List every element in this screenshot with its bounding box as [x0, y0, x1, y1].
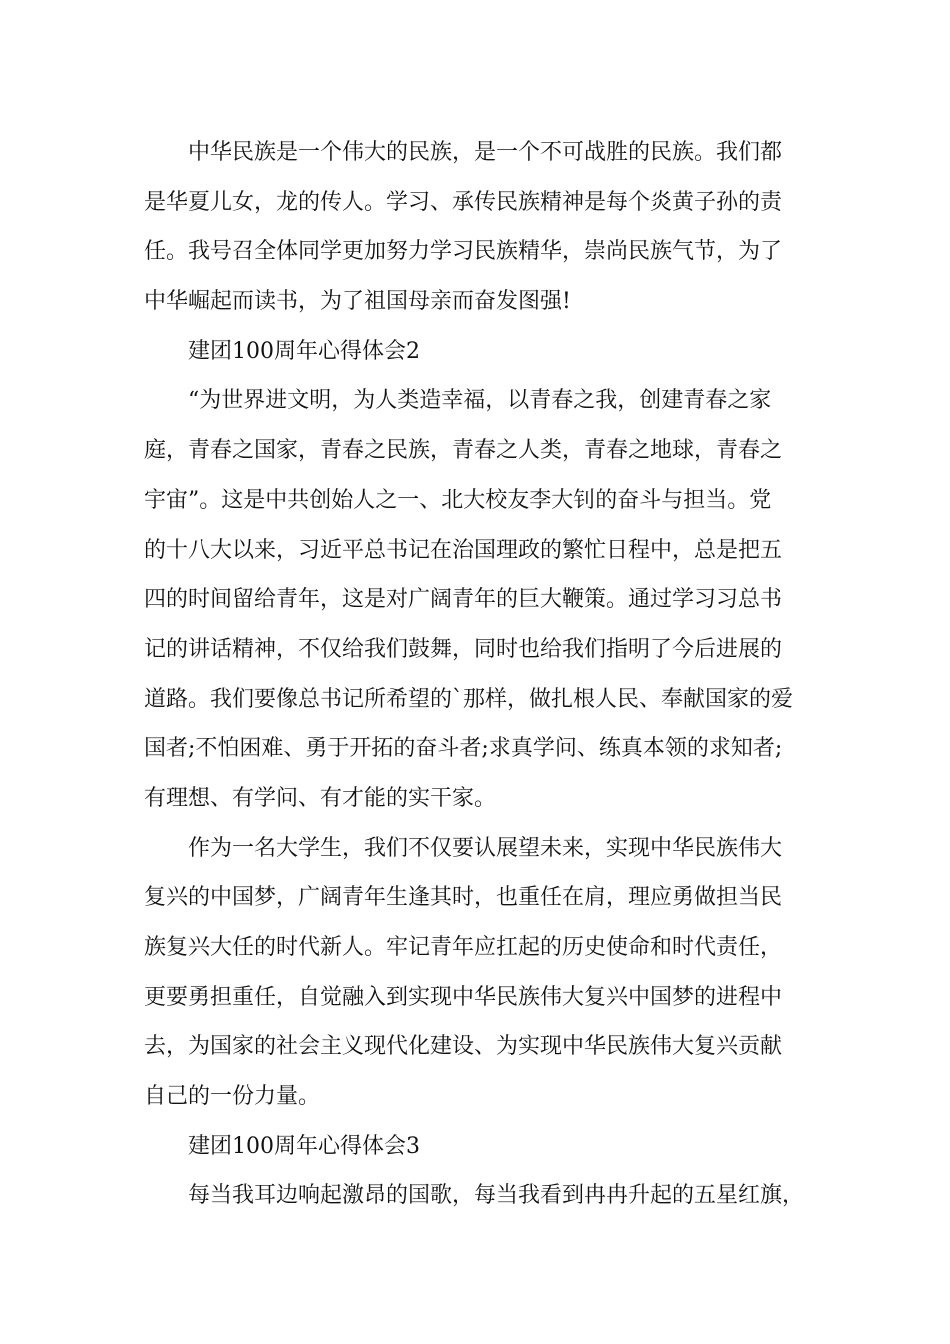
paragraph-1-line-1: 中华民族是一个伟大的民族，是一个不可战胜的民族。我们都	[188, 140, 783, 165]
paragraph-2-line-1: “为世界进文明，为人类造幸福，以青春之我，创建青春之家	[188, 388, 772, 414]
paragraph-1-line-3: 任。我号召全体同学更加努力学习民族精华，崇尚民族气节，为了	[144, 239, 783, 265]
paragraph-2-line-6: 记的讲话精神，不仅给我们鼓舞，同时也给我们指明了今后进展的	[144, 636, 783, 662]
paragraph-2-line-8: 国者;不怕困难、勇于开拓的奋斗者;求真学问、练真本领的求知者;	[144, 736, 783, 762]
paragraph-2-line-7: 道路。我们要像总书记所希望的`那样，做扎根人民、奉献国家的爱	[144, 686, 794, 712]
paragraph-2-line-3: 宇宙”。这是中共创始人之一、北大校友李大钊的奋斗与担当。党	[144, 487, 772, 513]
paragraph-3-line-3: 族复兴大任的时代新人。牢记青年应扛起的历史使命和时代责任，	[144, 935, 783, 960]
paragraph-3-line-2: 复兴的中国梦，广阔青年生逢其时，也重任在肩，理应勇做担当民	[144, 885, 783, 911]
paragraph-2-line-4: 的十八大以来，习近平总书记在治国理政的繁忙日程中，总是把五	[144, 537, 783, 563]
paragraph-3-line-1: 作为一名大学生，我们不仅要认展望未来，实现中华民族伟大	[188, 835, 783, 861]
paragraph-3-line-6: 自己的一份力量。	[144, 1084, 321, 1110]
paragraph-2-line-2: 庭，青春之国家，青春之民族，青春之人类，青春之地球，青春之	[144, 438, 783, 464]
section-heading-2: 建团100周年心得体会2	[188, 338, 420, 364]
paragraph-2-line-9: 有理想、有学问、有才能的实干家。	[144, 785, 497, 811]
paragraph-3-line-5: 去，为国家的社会主义现代化建设、为实现中华民族伟大复兴贡献	[144, 1034, 783, 1060]
paragraph-1-line-2: 是华夏儿女，龙的传人。学习、承传民族精神是每个炎黄子孙的责	[144, 189, 783, 215]
paragraph-1-line-4: 中华崛起而读书，为了祖国母亲而奋发图强!	[144, 289, 571, 315]
document-body	[144, 128, 834, 1221]
paragraph-3-line-4: 更要勇担重任，自觉融入到实现中华民族伟大复兴中国梦的进程中	[144, 984, 783, 1010]
paragraph-2-line-5: 四的时间留给青年，这是对广阔青年的巨大鞭策。通过学习习总书	[144, 587, 783, 613]
paragraph-4-line-1: 每当我耳边响起激昂的国歌，每当我看到冉冉升起的五星红旗，	[188, 1183, 805, 1209]
section-heading-3: 建团100周年心得体会3	[188, 1133, 420, 1159]
